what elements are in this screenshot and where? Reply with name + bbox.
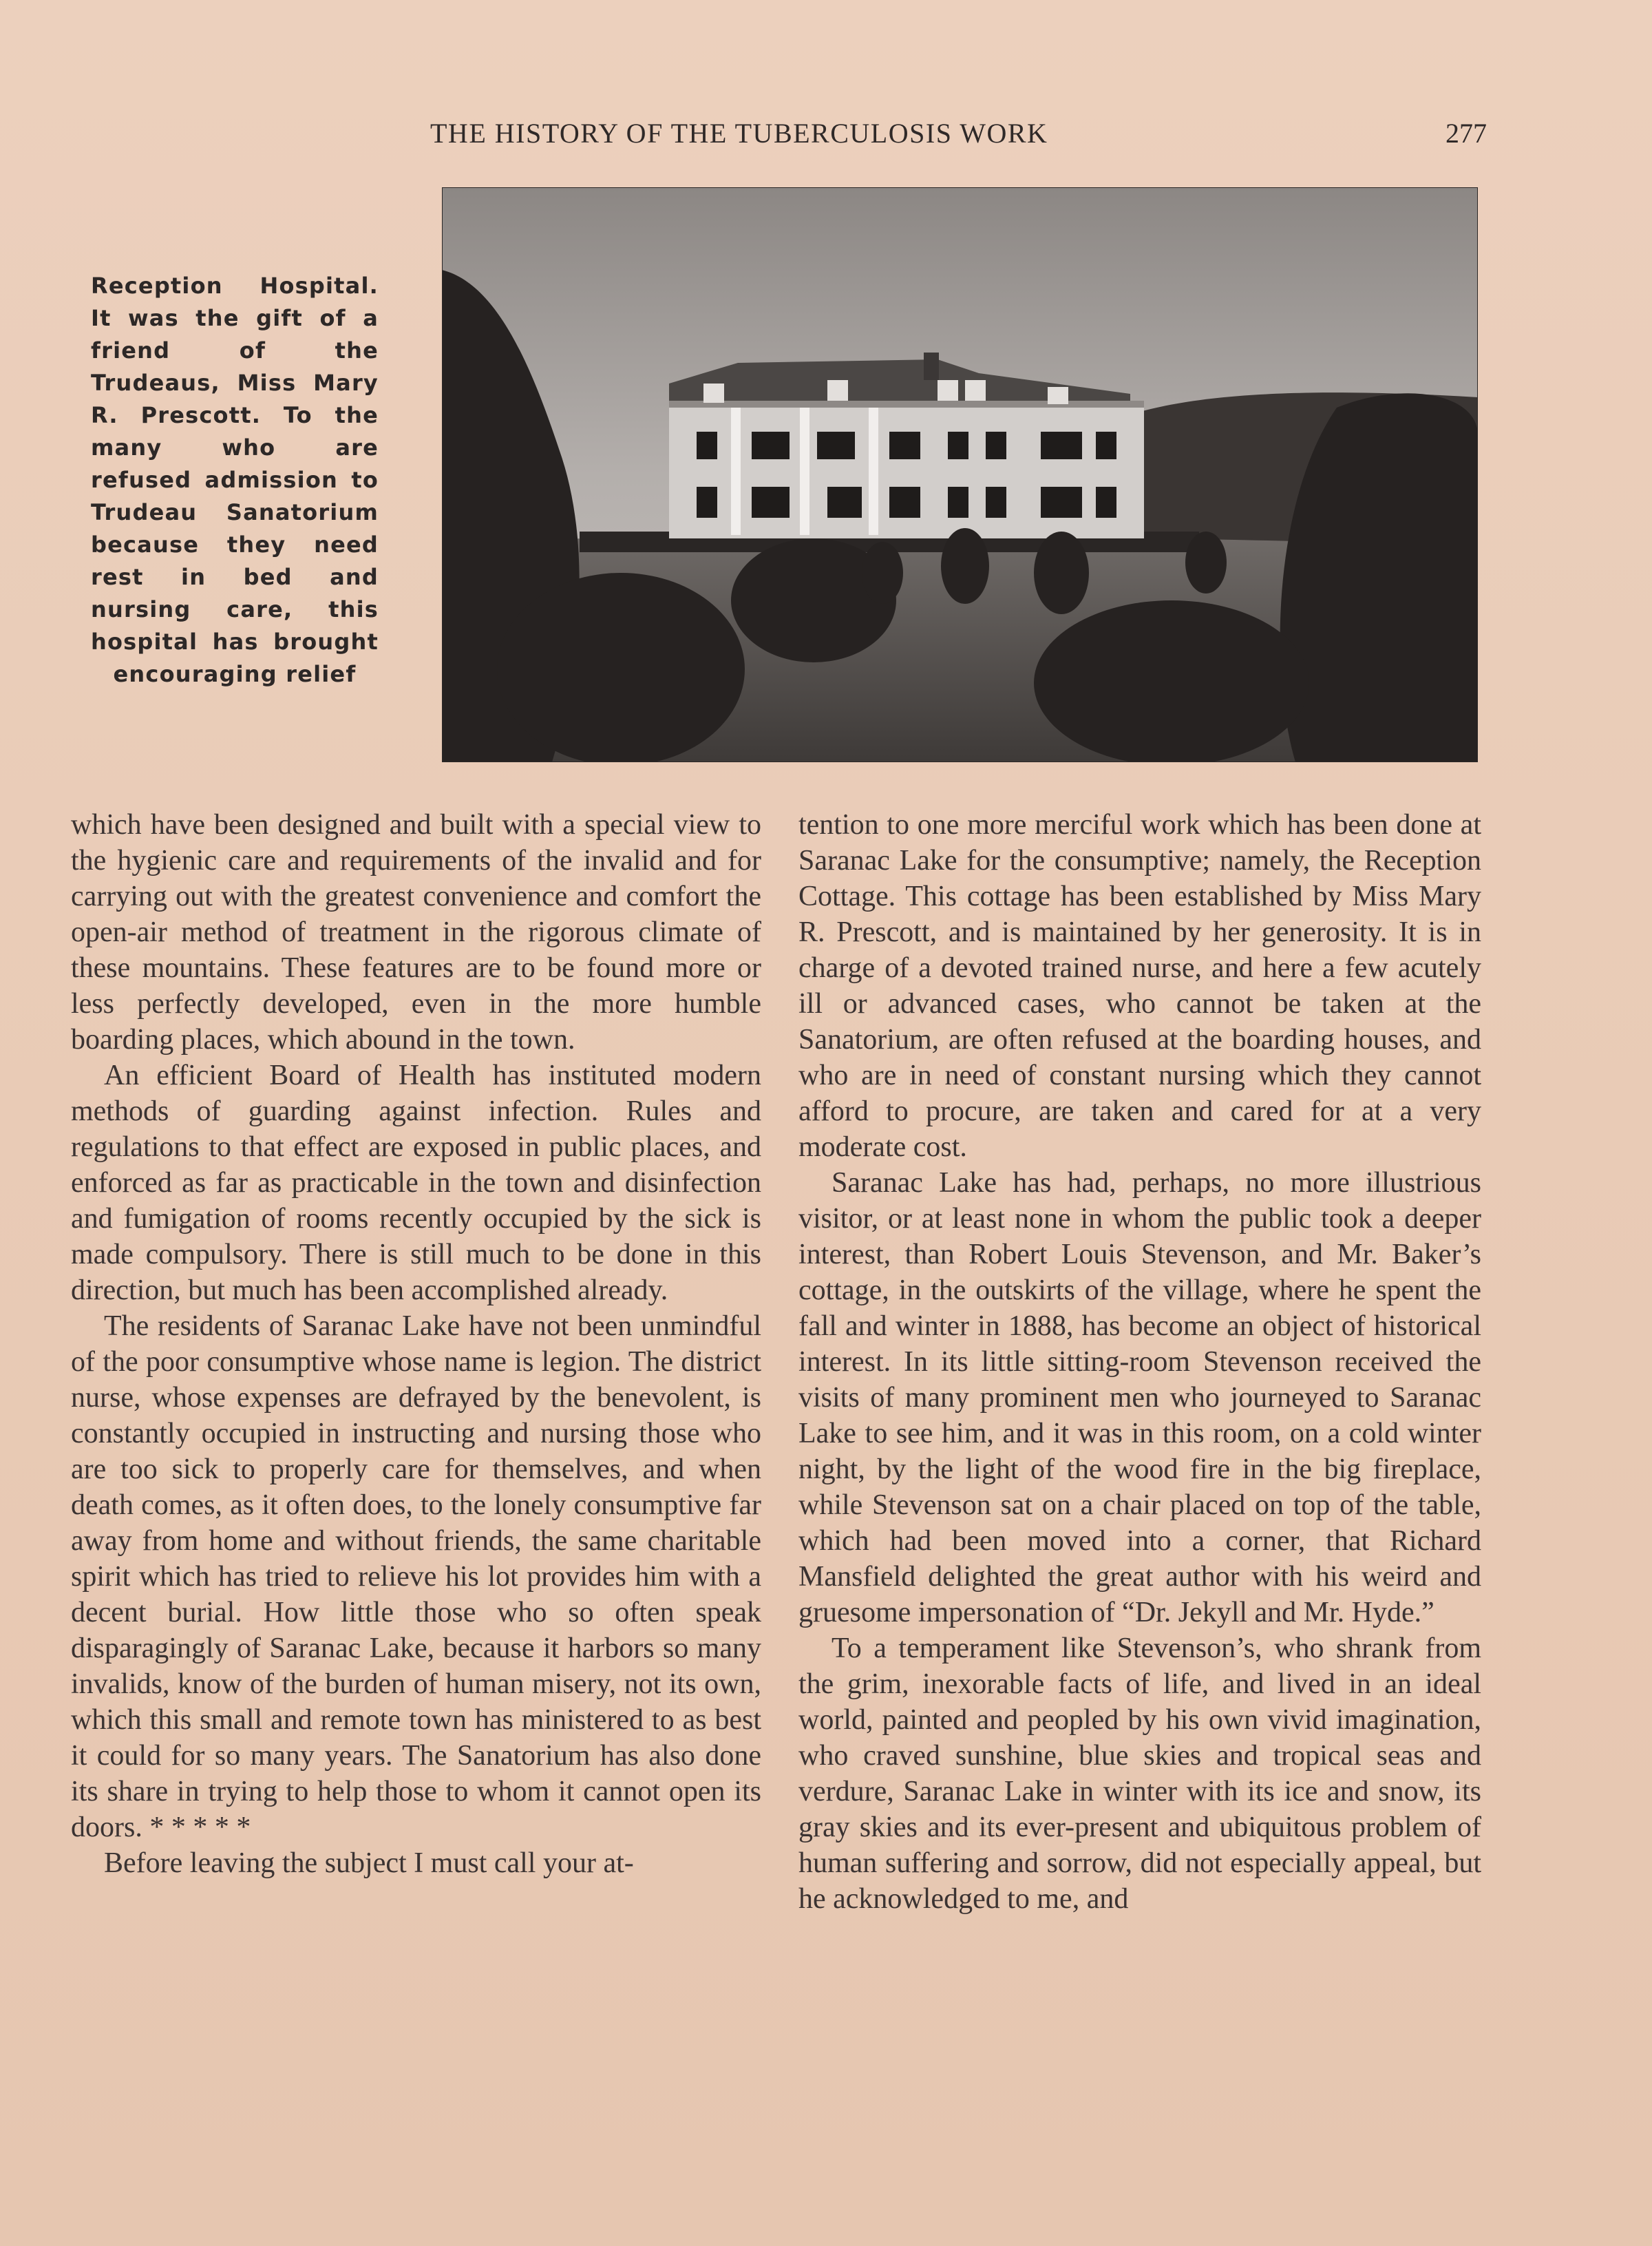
paragraph: Before leaving the subject I must call your at-	[104, 1847, 634, 1879]
paragraph: To a temperament like Stevenson’s, who shrank from the grim, inexorable facts of life, and lived in an ideal world, painted and peopled by his own vivid imagination, who craved sunshine, blue skies and tropical seas and verdure, Saranac Lake in winter with its ice and snow, its gray skies and its ever-present and ubiquitous problem of human suffering and sorrow, did not especially appeal, but he acknowledged to me, and	[798, 1633, 1481, 1915]
reception-hospital-photo	[442, 187, 1478, 762]
paragraph: tention to one more merciful work which has been done at Saranac Lake for the consumptive; namely, the Reception Cottage. This cottage has been established by Miss Mary R. Prescott, and is maintained by her generosity. It is in charge of a devoted trained nurse, and here a few acutely ill or advanced cases, who cannot be taken at the Sanatorium, are often refused at the boarding houses, and who are in need of constant nursing which they cannot afford to procure, are taken and cared for at a very moderate cost.	[798, 809, 1481, 1163]
figure-caption: Reception Hospital. It was the gift of a friend of the Trudeaus, Miss Mary R. Prescott. To the many who are refused admission to Trudeau Sanatorium because they need rest in bed and nursing care, this hospital has brought encouraging relief	[91, 273, 379, 687]
running-title: THE HISTORY OF THE TUBERCULOSIS WORK	[430, 118, 1048, 149]
paragraph: Saranac Lake has had, perhaps, no more illustrious visitor, or at least none in whom the public took a deeper interest, than Robert Louis Stevenson, and Mr. Baker’s cottage, in the outskirts of the village, where he spent the fall and winter in 1888, has become an object of historical interest. In its little sitting-room Stevenson received the visits of many prominent men who journeyed to Saranac Lake to see him, and it was in this room, on a cold winter night, by the light of the wood fire in the big fireplace, while Stevenson sat on a chair placed on top of the table, which had been moved into a corner, that Richard Mansfield delighted the great author with his weird and gruesome impersonation of “Dr. Jekyll and Mr. Hyde.”	[798, 1167, 1481, 1628]
left-column	[71, 807, 761, 1881]
paragraph: which have been designed and built with a special view to the hygienic care and requirements of the invalid and for carrying out with the greatest convenience and comfort the open-air method of treatment in the rigorous climate of these mountains. These features are to be found more or less perfectly developed, even in the more humble boarding places, which abound in the town.	[71, 809, 761, 1056]
paragraph: The residents of Saranac Lake have not been unmindful of the poor consumptive whose name is legion. The district nurse, whose expenses are defrayed by the benevolent, is constantly occupied in instructing and nursing those who are too sick to properly care for themselves, and when death comes, as it often does, to the lonely consumptive far away from home and without friends, the same charitable spirit which has tried to relieve his lot provides him with a decent burial. How little those who so often speak disparagingly of Saranac Lake, because it harbors so many invalids, know of the burden of human misery, not its own, which this small and remote town has ministered to as best it could for so many years. The Sanatorium has also done its share in trying to help those to whom it cannot open its doors. * * * * *	[71, 1310, 761, 1843]
page-number: 277	[1446, 118, 1487, 149]
paragraph: An efficient Board of Health has instituted modern methods of guarding against infection. Rules and regulations to that effect are exposed in public places, and enforced as far as practicable in the town and disinfection and fumigation of rooms recently occupied by the sick is made compulsory. There is still much to be done in this direction, but much has been accomplished already.	[71, 1060, 761, 1306]
right-column	[798, 807, 1481, 1917]
